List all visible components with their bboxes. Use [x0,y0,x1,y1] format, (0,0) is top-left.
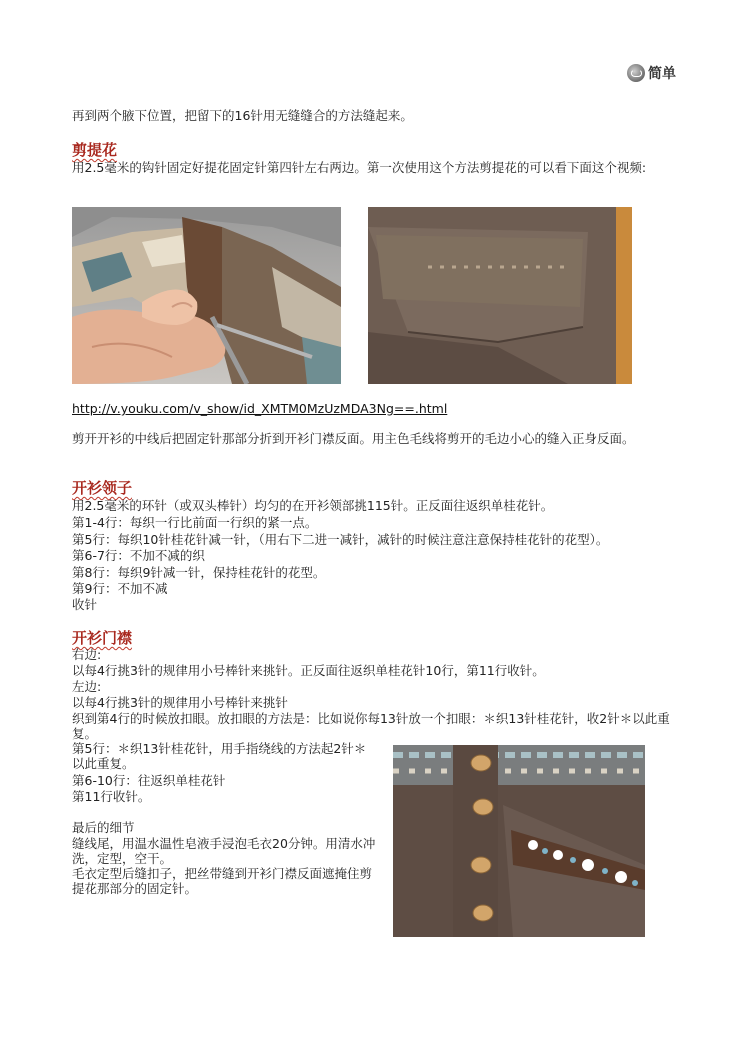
heading-cut: 剪提花 [72,141,118,159]
placket-line: 以每4行挑3针的规律用小号棒针来挑针。正反面往返织单桂花针10行，第11行收针。 [72,663,545,678]
collar-line: 第5行：每织10针桂花针减一针，（用右下二进一减针，减针的时候注意注意保持桂花针的花型）。 [72,532,609,547]
collar-line: 用2.5毫米的环针（或双头棒针）均匀的在开衫领部挑115针。正反面往返织单桂花针。 [72,498,554,513]
placket-line: 右边: [72,647,102,662]
placket-line: 第5行：＊织13针桂花针，用手指绕线的方法起2针＊以此重复。 [72,741,367,771]
cut-description: 用2.5毫米的钩针固定好提花固定针第四针左右两边。第一次使用这个方法剪提花的可以看下面这个视频: [72,160,647,175]
final-text: 缝线尾，用温水温性皂液手浸泡毛衣20分钟。用清水冲洗，定型，空干。 [72,836,376,866]
placket-line: 第11行收针。 [72,789,151,804]
cut-after-text: 剪开开衫的中线后把固定针那部分折到开衫门襟反面。用主色毛线将剪开的毛边小心的缝入正身反面。 [72,431,635,446]
collar-line: 第6-7行：不加不减的织 [72,548,205,563]
brand-name: 简单 [648,66,676,82]
heading-collar: 开衫领子 [72,479,133,497]
collar-line: 收针 [72,597,98,612]
placket-line: 以每4行挑3针的规律用小号棒针来挑针 [72,695,288,710]
ball-of-yarn-icon [627,64,645,82]
photo-folded-edge [368,207,632,384]
collar-line: 第9行：不加不减 [72,581,168,596]
final-heading: 最后的细节 [72,820,135,835]
photo-button-band [393,745,645,937]
placket-line: 织到第4行的时候放扣眼。放扣眼的方法是：比如说你每13针放一个扣眼：＊织13针桂花针，收2针＊以此重复。 [72,711,670,741]
collar-line: 第1-4行：每织一行比前面一行织的紧一点。 [72,515,318,530]
placket-line: 左边: [72,679,102,694]
photo-cutting-steek [72,207,341,384]
intro-text: 再到两个腋下位置，把留下的16针用无缝缝合的方法缝起来。 [72,108,413,123]
brand-logo [627,63,676,83]
final-text: 毛衣定型后缝扣子，把丝带缝到开衫门襟反面遮掩住剪提花那部分的固定针。 [72,866,373,896]
heading-placket: 开衫门襟 [72,629,133,647]
video-link[interactable]: http://v.youku.com/v_show/id_XMTM0MzUzMDA3Ng==.html [72,401,448,416]
collar-line: 第8行：每织9针减一针，保持桂花针的花型。 [72,565,326,580]
placket-line: 第6-10行：往返织单桂花针 [72,773,226,788]
